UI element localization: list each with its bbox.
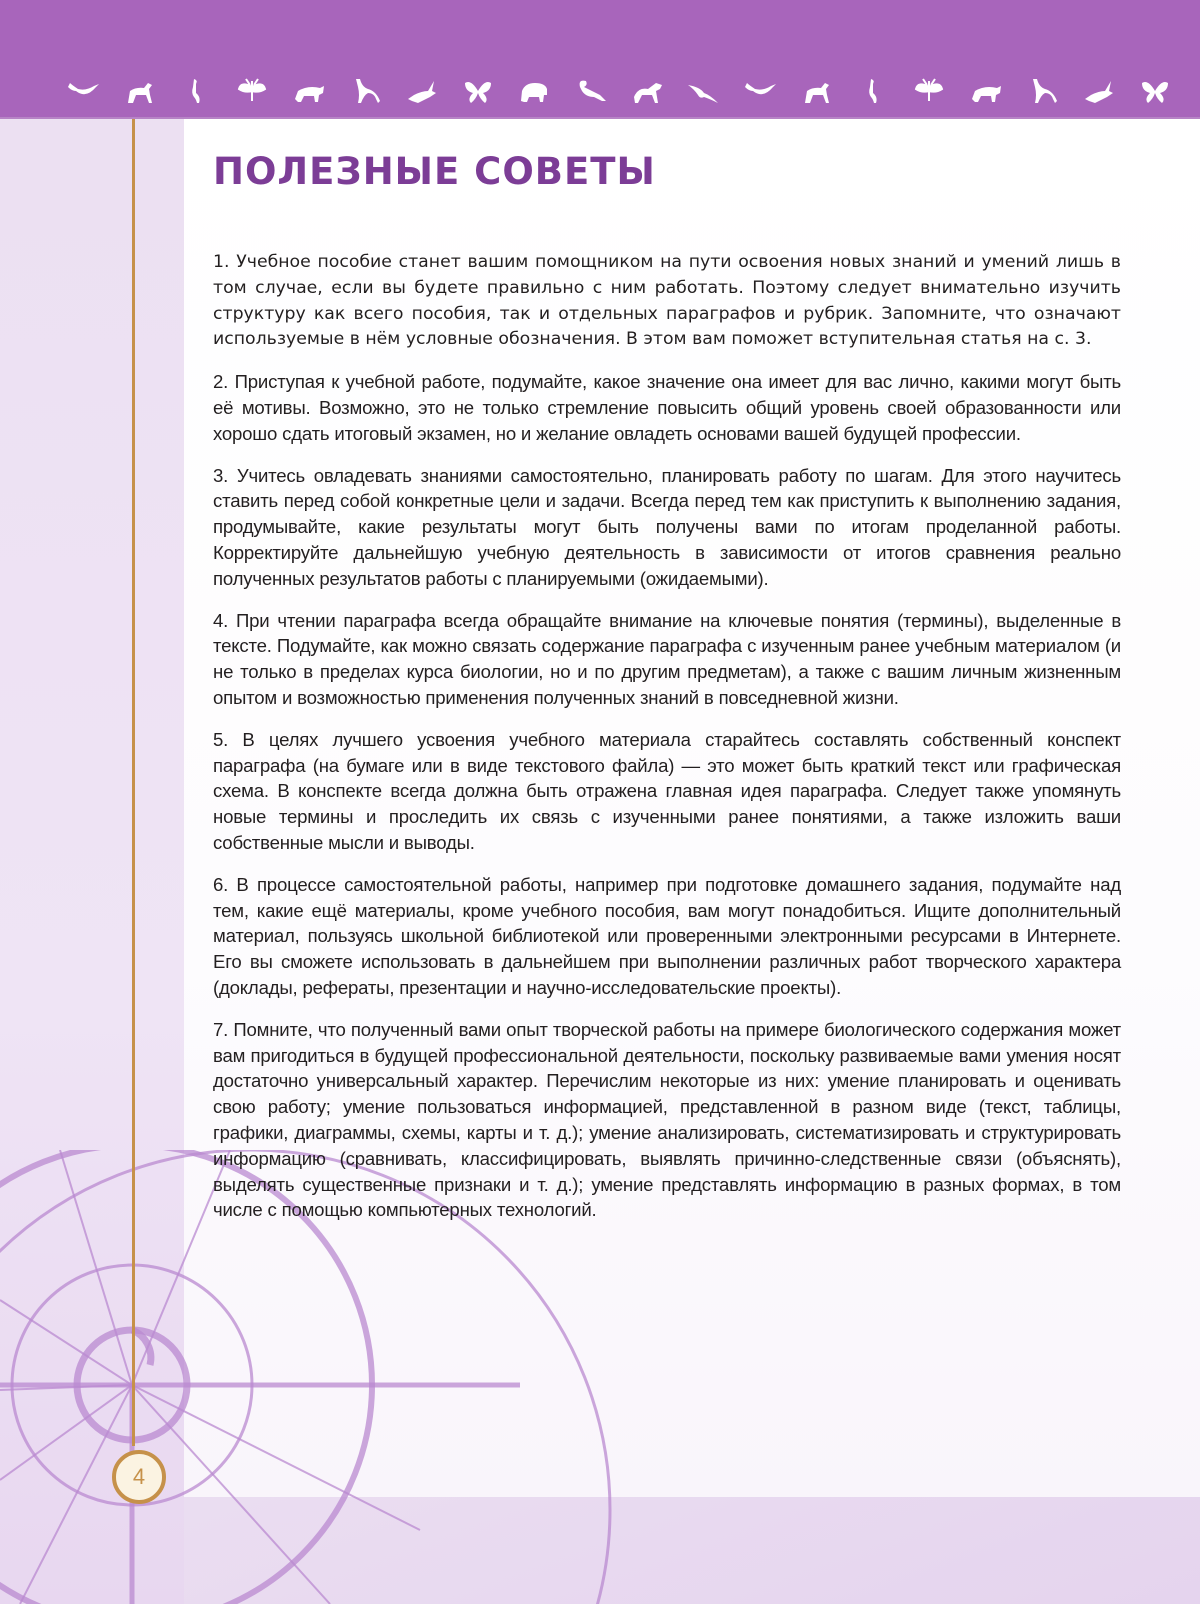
- bison-silhouette-icon: [515, 75, 553, 107]
- cat-silhouette-icon: [1023, 75, 1061, 107]
- whale-silhouette-icon: [64, 75, 102, 107]
- boar-silhouette-icon: [290, 75, 328, 107]
- tip-item-6: 6. В процессе самостоятельной работы, например при подготовке домашнего задания, подумайте над тем, какие ещё материалы, кроме учебного пособия, вам могут понадобиться. Ищите дополнительный материал, пользуясь школьной библиотекой или проверенными электронными ресурсами в Интернете. Его вы сможете использовать в дальнейшем при выполнении различных работ творческого характера (доклады, рефераты, презентации и научно-исследовательские проекты).: [213, 873, 1121, 998]
- tip-item-2: 2. Приступая к учебной работе, подумайте, какое значение она имеет для вас лично, какими могут быть её мотивы. Возможно, это не только стремление повысить общий уровень своей образованности или хорошо сдать итоговый экзамен, но и желание овладеть основами вашей будущей профессии.: [213, 371, 1121, 444]
- moose-silhouette-icon: [120, 75, 158, 107]
- swallow-silhouette-icon: [684, 75, 722, 107]
- tip-item-3: 3. Учитесь овладевать знаниями самостоятельно, планировать работу по шагам. Для этого научитесь ставить перед собой конкретные цели и задачи. Всегда перед тем как приступить к выполнению задания, продумывайте, какие результаты могут быть получены вами по итогам проделанной работы. Корректируйте дальнейшую учебную деятельность в зависимости от итогов сравнения реально полученных результатов работы с планируемыми (ожидаемыми).: [213, 464, 1121, 589]
- page-number: 4: [112, 1450, 166, 1504]
- boar-silhouette-icon: [967, 75, 1005, 107]
- bird-standing-silhouette-icon: [177, 75, 215, 107]
- tip-item-4: 4. При чтении параграфа всегда обращайте внимание на ключевые понятия (термины), выделенные в тексте. Подумайте, как можно связать содержание параграфа с изученным ранее учебным материалом (и не только в пределах курса биологии, но и по другим предметам), а также с вашим личным жизненным опытом и возможностью применения полученных знаний в повседневной жизни.: [213, 609, 1121, 708]
- tip-item-1: 1. Учебное пособие станет вашим помощником на пути освоения новых знаний и умений лишь в том случае, если вы будете правильно с ним работать. Поэтому следует внимательно изучить структуру как всего пособия, так и отдельных параграфов и рубрик. Запомните, что означают используемые в нём условные обозначения. В этом вам поможет вступительная статья на с. 3.: [213, 252, 1121, 350]
- tip-item-5: 5. В целях лучшего усвоения учебного материала старайтесь составлять собственный конспект параграфа (на бумаге или в виде текстового файла) — это может быть краткий текст или графическая схема. В конспекте всегда должна быть отражена главная идея параграфа. Следует также упомянуть новые термины и проследить их связь с изученными ранее понятиями, а также изложить ваши собственные мысли и выводы.: [213, 728, 1121, 853]
- bird-standing-silhouette-icon: [854, 75, 892, 107]
- antelope-silhouette-icon: [402, 75, 440, 107]
- cat-silhouette-icon: [346, 75, 384, 107]
- antelope-silhouette-icon: [1079, 75, 1117, 107]
- animal-silhouette-strip: [64, 74, 1174, 108]
- butterfly-silhouette-icon: [1136, 75, 1174, 107]
- insect-silhouette-icon: [910, 75, 948, 107]
- horse-silhouette-icon: [628, 75, 666, 107]
- moose-silhouette-icon: [797, 75, 835, 107]
- gold-margin-line: [132, 119, 135, 1446]
- tip-item-7: 7. Помните, что полученный вами опыт творческой работы на примере биологического содержания может вам пригодиться в будущей профессиональной деятельности, поскольку развиваемые вами умения носят достаточно универсальный характер. Перечислим некоторые из них: умение планировать и оценивать свою работу; умение пользоваться информацией, представленной в разном виде (текст, таблицы, графики, диаграммы, схемы, карты и т. д.); умение анализировать, систематизировать и структурировать информацию (сравнивать, классифицировать, выявлять причинно-следственные связи (объяснять), выделять существенные признаки и т. д.); умение представлять информацию в разных формах, в том числе с помощью компьютерных технологий.: [213, 1018, 1121, 1221]
- tips-list: [213, 250, 1121, 1239]
- whale-silhouette-icon: [741, 75, 779, 107]
- insect-silhouette-icon: [233, 75, 271, 107]
- left-margin-strip: [0, 119, 184, 1604]
- butterfly-silhouette-icon: [459, 75, 497, 107]
- header-band: [0, 0, 1200, 119]
- scorpion-silhouette-icon: [572, 75, 610, 107]
- page-title: ПОЛЕЗНЫЕ СОВЕТЫ: [213, 150, 656, 193]
